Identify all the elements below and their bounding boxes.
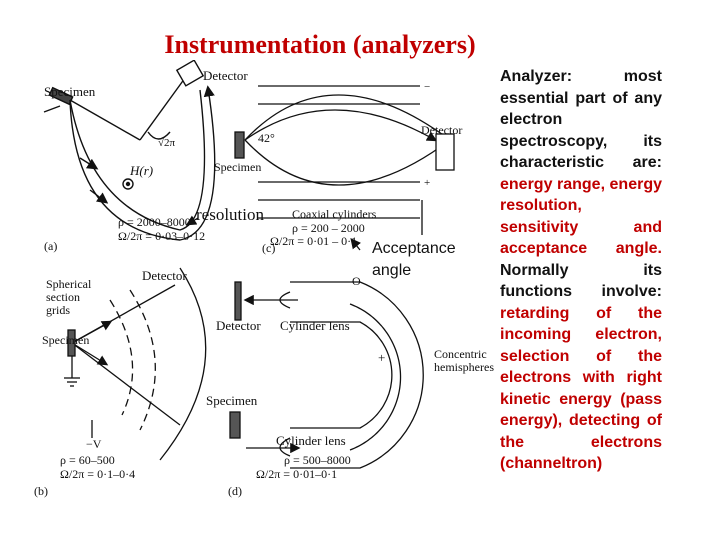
panel-c-letter: (c): [262, 241, 276, 255]
panel-b-grids-label-3: grids: [46, 303, 70, 317]
panel-d-letter: (d): [228, 484, 242, 498]
description-functions: retarding of the incoming electron, selection of the electrons with right kinetic energy (pass energy), detecting of the electrons (channeltron): [500, 304, 662, 472]
panel-a-specimen-label: Specimen: [44, 84, 96, 99]
panel-c-name: Coaxial cylinders: [292, 207, 377, 221]
panel-b-voltage-label: −V: [86, 437, 102, 451]
panel-a-omega: Ω/2π = 0·03–0·12: [118, 229, 206, 243]
description-characteristics: energy range, energy resolution, sensitivity and acceptance angle.: [500, 175, 662, 257]
panel-a-rho: ρ = 2000–8000: [118, 215, 191, 229]
panel-d-origin-label: O: [352, 274, 361, 288]
resolution-annotation: resolution: [196, 205, 264, 224]
analyzer-diagrams: [30, 60, 500, 520]
panel-c-omega: Ω/2π = 0·01 – 0·1: [270, 234, 358, 248]
panel-c-angle-label: 42°: [258, 131, 275, 145]
panel-a-field-label: H(r): [130, 163, 154, 178]
panel-b-letter: (b): [34, 484, 48, 498]
panel-d-omega: Ω/2π = 0·01–0·1: [256, 467, 338, 481]
panel-a-angle-label: √2π: [158, 137, 176, 149]
panel-b-detector-label: Detector: [142, 268, 187, 283]
description-functions-intro: Normally its functions involve:: [500, 261, 662, 300]
panel-b-grids-label-1: Spherical: [46, 277, 92, 291]
panel-c-rho: ρ = 200 – 2000: [292, 221, 365, 235]
analyzer-description: [500, 66, 662, 475]
panel-d-lens-top-label: Cylinder lens: [280, 318, 350, 333]
panel-a-letter: (a): [44, 239, 58, 253]
panel-c-sign-plus: +: [424, 177, 431, 189]
acceptance-annotation-line2: angle: [372, 262, 412, 279]
panel-b-omega: Ω/2π = 0·1–0·4: [60, 467, 136, 481]
panel-d-sign-plus: +: [378, 350, 386, 365]
panel-d-lens-bottom-label: Cylinder lens: [276, 433, 346, 448]
panel-b: [64, 268, 206, 460]
panel-d-detector-label: Detector: [216, 318, 261, 333]
acceptance-annotation: [372, 238, 456, 282]
description-intro: Analyzer: most essential part of any electron spectroscopy, its characteristic are:: [500, 68, 662, 171]
panel-b-rho: ρ = 60–500: [60, 453, 115, 467]
panel-d-hemi-label-2: hemispheres: [434, 360, 494, 374]
panel-d-rho: ρ = 500–8000: [284, 453, 351, 467]
panel-b-grids-label-2: section: [46, 290, 80, 304]
panel-b-specimen-label: Specimen: [42, 333, 90, 347]
panel-d-hemi-label-1: Concentric: [434, 347, 487, 361]
acceptance-annotation-line1: Acceptance: [372, 240, 456, 257]
panel-c-specimen-label: Specimen: [214, 160, 262, 174]
panel-c-detector-label: Detector: [421, 123, 463, 137]
panel-a-detector-label: Detector: [203, 68, 248, 83]
panel-c-sign-minus: −: [424, 81, 431, 93]
panel-d-specimen-label: Specimen: [206, 393, 258, 408]
slide-title: Instrumentation (analyzers): [164, 30, 476, 59]
